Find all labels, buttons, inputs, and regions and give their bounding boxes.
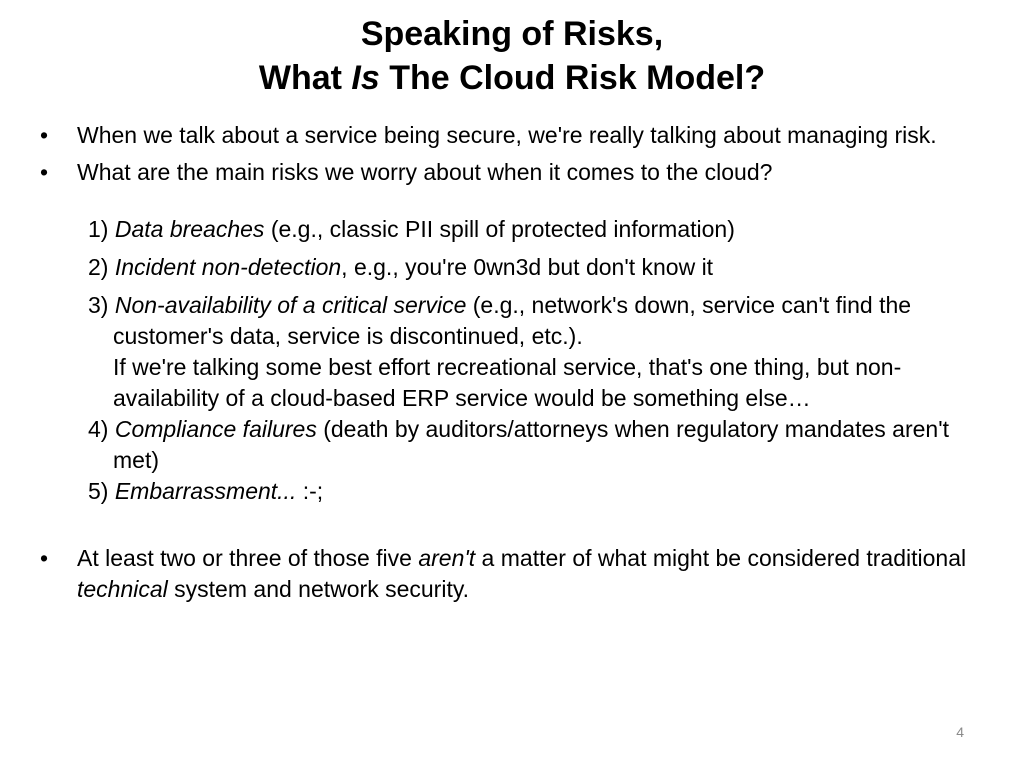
risk-term: Incident non-detection bbox=[114, 254, 342, 280]
risk-description: (death by auditors/attorneys when regulatory mandates aren't met) bbox=[113, 416, 949, 473]
bullet-item-secure-service bbox=[40, 120, 980, 151]
risk-number: 5) bbox=[88, 478, 109, 504]
risk-number: 4) bbox=[88, 416, 109, 442]
risk-description: :-; bbox=[296, 478, 324, 504]
title-line-2 bbox=[0, 56, 1024, 100]
risk-number: 3) bbox=[88, 292, 109, 318]
risk-description: (e.g., network's down, service can't find the customer's data, service is discontinued, etc.). bbox=[113, 292, 912, 349]
risk-number: 1) bbox=[88, 216, 109, 242]
risk-item-non-availability bbox=[88, 290, 973, 414]
slide-title bbox=[0, 12, 1024, 100]
conclusion-part-2: a matter of what might be considered traditional bbox=[475, 545, 967, 571]
risk-description: , e.g., you're 0wn3d but don't know it bbox=[341, 254, 714, 280]
risk-term: Embarrassment... bbox=[114, 478, 297, 504]
risk-extra-note: If we're talking some best effort recreational service, that's one thing, but non-availability of a cloud-based ERP service would be something else… bbox=[113, 354, 902, 411]
title-line-1: Speaking of Risks, bbox=[360, 15, 664, 53]
bullet-text: When we talk about a service being secure, we're really talking about managing risk. bbox=[77, 122, 937, 148]
page-number: 4 bbox=[956, 724, 964, 740]
conclusion-emphasis-2: technical bbox=[77, 576, 168, 602]
conclusion-part-3: system and network security. bbox=[167, 576, 470, 602]
slide-content bbox=[40, 120, 980, 605]
risk-term: Compliance failures bbox=[114, 416, 317, 442]
bullet-dot-icon: • bbox=[40, 545, 49, 571]
bullet-dot-icon: • bbox=[40, 122, 49, 148]
spacer bbox=[40, 507, 980, 543]
conclusion-emphasis-1: aren't bbox=[418, 545, 476, 571]
risk-term: Data breaches bbox=[114, 216, 265, 242]
bullet-dot-icon: • bbox=[40, 159, 49, 185]
title-line-2-post: The Cloud Risk Model? bbox=[379, 59, 766, 97]
bullet-item-conclusion bbox=[40, 543, 980, 605]
conclusion-part-1: At least two or three of those five bbox=[77, 545, 419, 571]
risk-item-embarrassment bbox=[88, 476, 973, 507]
bullet-item-main-risks bbox=[40, 157, 980, 188]
title-line-2-emphasis: Is bbox=[351, 59, 380, 97]
risk-term: Non-availability of a critical service bbox=[114, 292, 467, 318]
risk-item-incident-non-detection bbox=[88, 252, 973, 283]
risk-description: (e.g., classic PII spill of protected information) bbox=[264, 216, 735, 242]
risk-item-data-breaches bbox=[88, 214, 973, 245]
risk-number: 2) bbox=[88, 254, 109, 280]
title-line-2-pre: What bbox=[258, 59, 352, 97]
bullet-text: What are the main risks we worry about when it comes to the cloud? bbox=[77, 159, 773, 185]
risk-item-compliance-failures bbox=[88, 414, 973, 476]
bullet-text bbox=[77, 545, 966, 602]
